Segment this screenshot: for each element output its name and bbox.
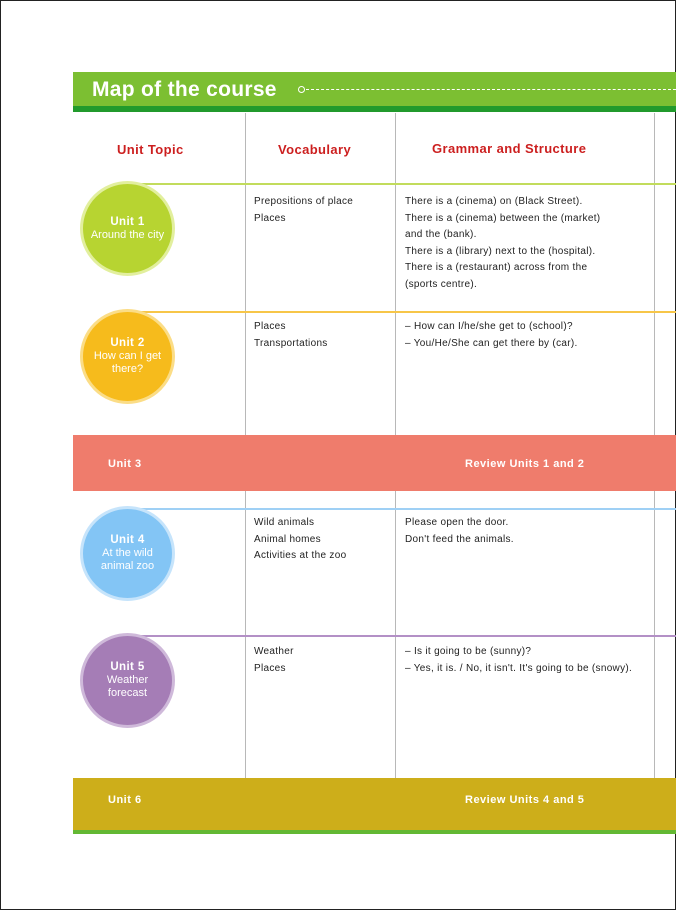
grammar-line: (sports centre). bbox=[405, 278, 478, 290]
unit-5-topic: Weather forecast bbox=[106, 674, 149, 699]
column-divider bbox=[654, 113, 655, 435]
unit-3-review-band bbox=[73, 435, 676, 491]
unit-6-label: Unit 6 bbox=[108, 794, 142, 806]
unit-2-vocabulary bbox=[254, 319, 328, 352]
unit-2-topic: How can I get there? bbox=[93, 350, 162, 375]
unit-1-badge bbox=[80, 181, 175, 276]
grammar-line: – You/He/She can get there by (car). bbox=[405, 337, 578, 349]
unit-6-review-label: Review Units 4 and 5 bbox=[465, 794, 585, 806]
header-vocabulary: Vocabulary bbox=[278, 142, 352, 157]
unit-5-grammar bbox=[405, 644, 632, 677]
unit-1-topic: Around the city bbox=[90, 228, 165, 241]
unit-2-number: Unit 2 bbox=[110, 337, 145, 349]
unit-1-row-line bbox=[135, 183, 676, 185]
unit-2-row-line bbox=[135, 311, 676, 313]
grammar-line: Please open the door. bbox=[405, 517, 509, 528]
vocab-item: Prepositions of place bbox=[254, 196, 354, 207]
grammar-line: – How can I/he/she get to (school)? bbox=[405, 321, 573, 332]
grammar-line: – Yes, it is. / No, it isn't. It's going to be (snowy). bbox=[405, 662, 633, 674]
unit-5-badge bbox=[80, 633, 175, 728]
title-banner-underline bbox=[73, 106, 676, 112]
unit-4-topic: At the wild animal zoo bbox=[100, 547, 155, 572]
unit-4-vocabulary bbox=[254, 515, 346, 565]
unit-2-grammar bbox=[405, 319, 578, 352]
unit-1-grammar bbox=[405, 194, 600, 294]
unit-1-vocabulary bbox=[254, 194, 353, 227]
grammar-line: and the (bank). bbox=[405, 229, 477, 241]
unit-4-row-line bbox=[135, 508, 676, 510]
grammar-line: There is a (library) next to the (hospital). bbox=[405, 245, 596, 257]
grammar-line: Don't feed the animals. bbox=[405, 533, 514, 545]
vocab-item: Places bbox=[254, 212, 286, 224]
vocab-item: Activities at the zoo bbox=[254, 550, 347, 562]
unit-3-review-label: Review Units 1 and 2 bbox=[465, 458, 585, 470]
grammar-line: There is a (cinema) on (Black Street). bbox=[405, 196, 583, 207]
unit-4-grammar bbox=[405, 515, 514, 548]
vocab-item: Animal homes bbox=[254, 533, 321, 545]
header-unit-topic: Unit Topic bbox=[117, 142, 184, 157]
grammar-line: There is a (restaurant) across from the bbox=[405, 262, 588, 274]
banner-dot-icon bbox=[298, 86, 305, 93]
unit-4-badge bbox=[80, 506, 175, 601]
column-divider bbox=[395, 113, 396, 435]
unit-5-row-line bbox=[135, 635, 676, 637]
unit-4-number: Unit 4 bbox=[110, 534, 145, 546]
column-divider bbox=[245, 113, 246, 435]
vocab-item: Wild animals bbox=[254, 517, 315, 528]
unit-5-vocabulary bbox=[254, 644, 294, 677]
unit-1-number: Unit 1 bbox=[110, 215, 145, 228]
unit-6-review-band bbox=[73, 778, 676, 830]
unit-2-badge bbox=[80, 309, 175, 404]
grammar-line: There is a (cinema) between the (market) bbox=[405, 212, 601, 224]
header-grammar: Grammar and Structure bbox=[432, 141, 587, 156]
vocab-item: Transportations bbox=[254, 337, 328, 349]
bottom-green-line bbox=[73, 830, 676, 834]
vocab-item: Places bbox=[254, 662, 286, 674]
unit-5-number: Unit 5 bbox=[110, 661, 145, 673]
grammar-line: – Is it going to be (sunny)? bbox=[405, 646, 532, 657]
banner-dashed-line bbox=[306, 89, 676, 90]
page-title: Map of the course bbox=[92, 78, 277, 101]
vocab-item: Weather bbox=[254, 646, 294, 657]
vocab-item: Places bbox=[254, 321, 286, 332]
unit-3-label: Unit 3 bbox=[108, 458, 142, 470]
